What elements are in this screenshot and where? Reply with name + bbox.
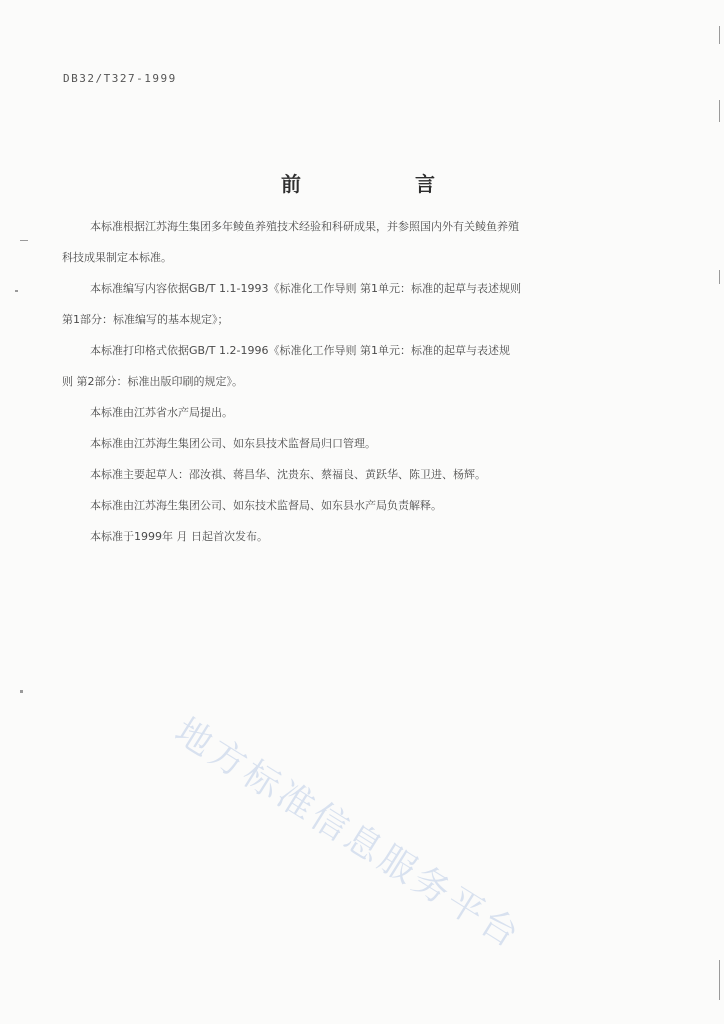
paragraph-line: 科技成果制定本标准。 bbox=[62, 251, 172, 264]
scan-mark bbox=[15, 290, 18, 292]
title-char-2: 言 bbox=[415, 172, 435, 196]
watermark: 地方标准信息服务平台 bbox=[167, 710, 529, 958]
paragraph-line: 本标准于1999年 月 日起首次发布。 bbox=[90, 530, 268, 543]
standard-code: DB32/T327-1999 bbox=[63, 72, 177, 85]
paragraph-line: 第1部分：标准编写的基本规定》； bbox=[62, 313, 229, 326]
scan-mark bbox=[20, 240, 28, 241]
paragraph-line: 本标准由江苏海生集团公司、如东技术监督局、如东县水产局负责解释。 bbox=[90, 499, 442, 512]
page-title bbox=[0, 168, 724, 198]
preface-body bbox=[62, 211, 662, 552]
paragraph-line: 则 第2部分：标准出版印刷的规定》。 bbox=[62, 375, 243, 388]
paragraph-line: 本标准打印格式依据GB/T 1.2-1996《标准化工作导则 第1单元：标准的起草与表述规 bbox=[90, 344, 510, 357]
scan-mark bbox=[719, 100, 720, 122]
paragraph-line: 本标准编写内容依据GB/T 1.1-1993《标准化工作导则 第1单元：标准的起草与表述规则 bbox=[90, 282, 521, 295]
paragraph-line: 本标准主要起草人：邵汝祺、蒋昌华、沈贵东、蔡福良、黄跃华、陈卫进、杨辉。 bbox=[90, 468, 486, 481]
scan-mark bbox=[719, 960, 720, 1000]
scan-mark bbox=[719, 270, 720, 284]
paragraph-line: 本标准根据江苏海生集团多年鲮鱼养殖技术经验和科研成果，并参照国内外有关鲮鱼养殖 bbox=[90, 220, 519, 233]
scan-mark bbox=[20, 690, 23, 693]
title-char-1: 前 bbox=[281, 172, 301, 196]
scan-mark bbox=[719, 26, 720, 44]
paragraph-line: 本标准由江苏省水产局提出。 bbox=[90, 406, 233, 419]
paragraph-line: 本标准由江苏海生集团公司、如东县技术监督局归口管理。 bbox=[90, 437, 376, 450]
